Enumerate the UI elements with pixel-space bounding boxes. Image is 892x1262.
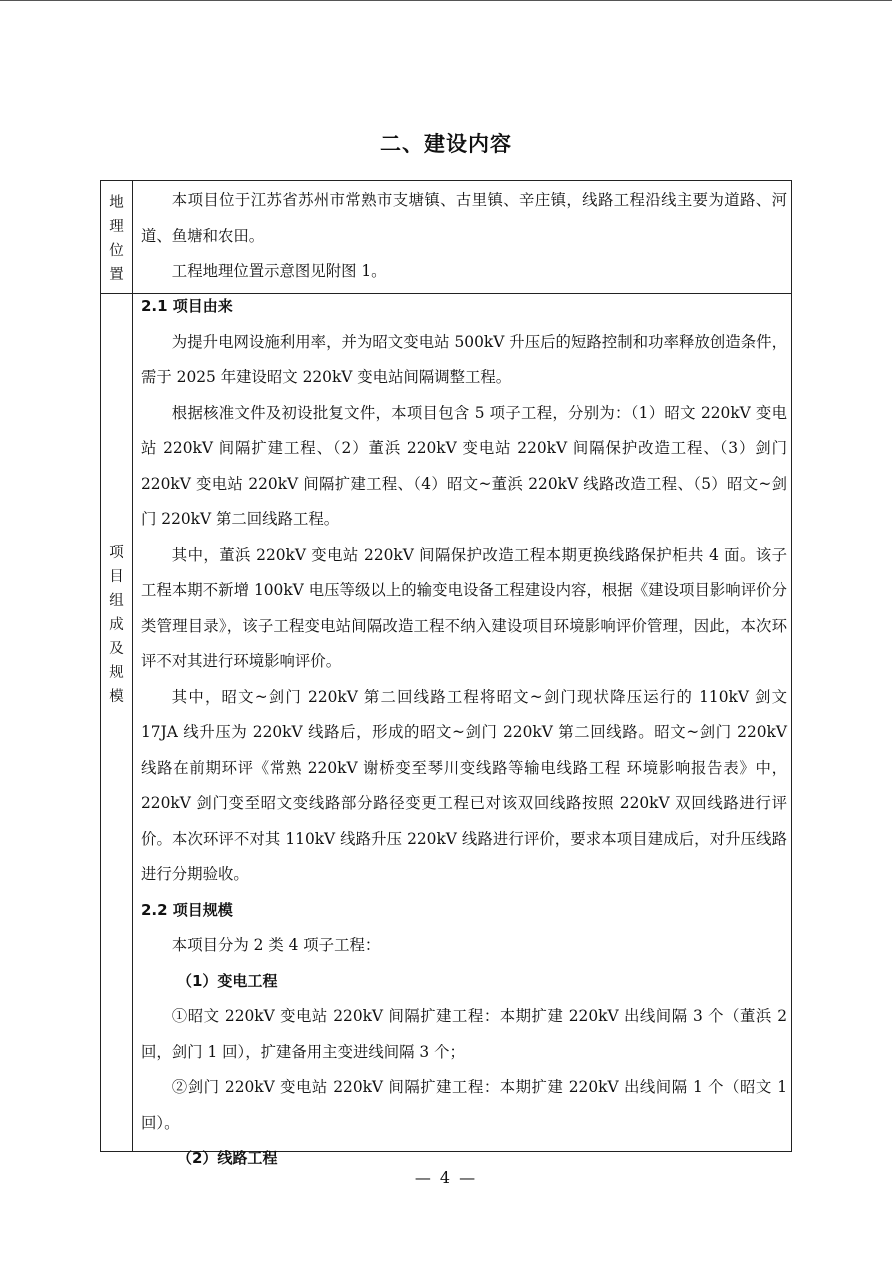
- project-label: [101, 541, 132, 709]
- line-heading: （2）线路工程: [177, 1149, 278, 1167]
- geography-content: [141, 183, 787, 290]
- substation-item: ②剑门 220kV 变电站 220kV 间隔扩建工程：本期扩建 220kV 出线间隔 1 个（昭文 1 回）。: [141, 1078, 787, 1132]
- origin-paragraph: 其中，昭文~剑门 220kV 第二回线路工程将昭文~剑门现状降压运行的 110kV 剑文 17JA 线升压为 220kV 线路后，形成的昭文~剑门 220kV 第二回线路。昭文~剑门 220kV 线路在前期环评《常熟 220kV 谢桥变至琴川变线路等输电线路工程 环境影响报告表》中，220kV 剑门变至昭文变线路部分路径变更工程已对该双回线路按照 220kV 双回线路进行评价。本次环评不对其 110kV 线路升压 220kV 线路进行评价，要求本项目建成后，对升压线路进行分期验收。: [141, 687, 787, 883]
- project-label-char: 及: [109, 641, 124, 657]
- origin-paragraph: 为提升电网设施利用率，并为昭文变电站 500kV 升压后的短路控制和功率释放创造条件，需于 2025 年建设昭文 220kV 变电站间隔调整工程。: [141, 332, 787, 386]
- project-label-char: 组: [109, 593, 124, 609]
- geography-label-char: 位: [109, 243, 124, 259]
- geography-paragraph: 本项目位于江苏省苏州市常熟市支塘镇、古里镇、辛庄镇，线路工程沿线主要为道路、河道、鱼塘和农田。: [141, 191, 787, 245]
- origin-heading: 2.1 项目由来: [141, 297, 233, 315]
- label-column-divider: [132, 181, 133, 1151]
- project-label-char: 目: [109, 569, 124, 585]
- content-table: [100, 180, 792, 1167]
- scale-heading: 2.2 项目规模: [141, 900, 233, 919]
- geography-label-char: 置: [109, 267, 124, 283]
- geography-paragraph: 工程地理位置示意图见附图 1。: [171, 262, 387, 280]
- section-title: 二、建设内容: [380, 132, 512, 156]
- origin-paragraph: 根据核准文件及初设批复文件，本项目包含 5 项子工程，分别为：（1）昭文 220kV 变电站 220kV 间隔扩建工程、（2）董浜 220kV 变电站 220kV 间隔保护改造工程、（3）剑门 220kV 变电站 220kV 间隔扩建工程、（4）昭文~董浜 220kV 线路改造工程、（5）昭文~剑门 220kV 第二回线路工程。: [141, 403, 787, 528]
- origin-paragraph: 其中，董浜 220kV 变电站 220kV 间隔保护改造工程本期更换线路保护柜共 4 面。该子工程本期不新增 100kV 电压等级以上的输变电设备工程建设内容，根据《建设项目影响评价分类管理目录》，该子工程变电站间隔改造工程不纳入建设项目环境影响评价管理，因此，本次环评不对其进行环境影响评价。: [141, 545, 787, 670]
- geography-label: [101, 191, 132, 287]
- project-content: [141, 289, 787, 1177]
- scale-intro: 本项目分为 2 类 4 项子工程：: [171, 936, 381, 954]
- project-label-char: 项: [109, 545, 124, 561]
- project-label-char: 规: [109, 665, 124, 681]
- substation-item: ①昭文 220kV 变电站 220kV 间隔扩建工程：本期扩建 220kV 出线间隔 3 个（董浜 2 回，剑门 1 回），扩建备用主变进线间隔 3 个；: [141, 1007, 787, 1061]
- substation-heading: （1）变电工程: [177, 971, 278, 990]
- page-number: — 4 —: [414, 1168, 478, 1187]
- project-label-char: 模: [109, 689, 124, 705]
- geography-label-char: 理: [109, 219, 124, 235]
- project-label-char: 成: [109, 617, 124, 633]
- geography-label-char: 地: [109, 195, 124, 211]
- top-border-line: [0, 0, 892, 1]
